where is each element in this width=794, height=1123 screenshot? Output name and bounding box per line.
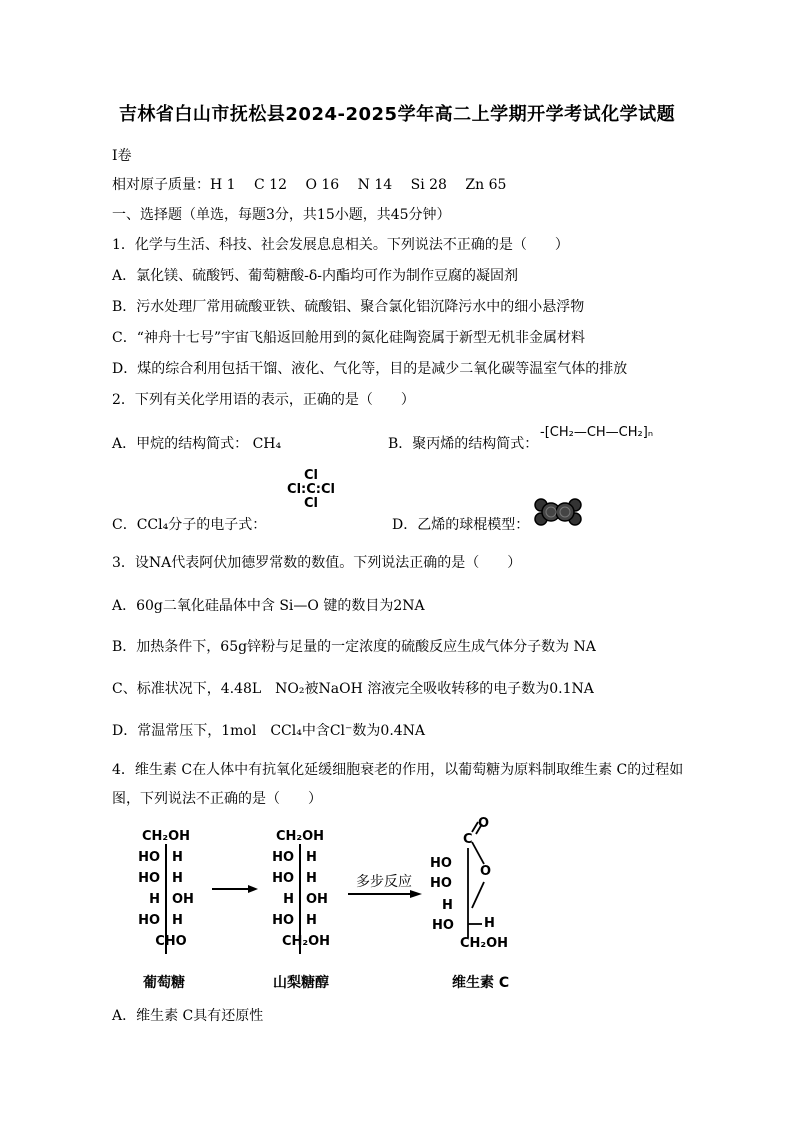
sorbitol-structure — [256, 826, 344, 952]
carbon-ball — [556, 503, 574, 521]
page-title: 吉林省白山市抚松县2024-2025学年高二上学期开学考试化学试题 — [118, 104, 676, 125]
vitc-row-4-left: HO — [432, 918, 454, 933]
q3-option-b: B．加热条件下，65g锌粉与足量的一定浓度的硫酸反应生成气体分子数为 NA — [112, 639, 596, 655]
q2-stem: 2．下列有关化学用语的表示，正确的是（ ） — [112, 392, 415, 408]
q2-option-d-label: D．乙烯的球棍模型： — [392, 517, 530, 533]
sorbitol-bottom-group: CH₂OH — [281, 934, 331, 949]
vitc-row-3-left: H — [442, 898, 453, 913]
ccl4-bottom-cl: Cl — [304, 496, 318, 511]
q1-option-a: A．氯化镁、硫酸钙、葡萄糖酸-δ-内酯均可作为制作豆腐的凝固剂 — [112, 268, 518, 284]
vitc-row-1-left: HO — [430, 856, 452, 871]
section-label: Ⅰ卷 — [112, 148, 132, 164]
ccl4-electron-formula — [276, 469, 346, 511]
q3-option-c: C、标准状况下，4.48L NO₂被NaOH 溶液完全吸收转移的电子数为0.1NA — [112, 681, 594, 697]
vitc-row-2-left: HO — [430, 876, 452, 891]
glucose-row-1: HO H — [138, 850, 183, 865]
q1-stem: 1．化学与生活、科技、社会发展息息相关。下列说法不正确的是（ ） — [112, 237, 569, 253]
ethylene-ball-stick-model — [532, 496, 584, 528]
vitc-row-4-right: H — [484, 916, 495, 931]
glucose-structure — [122, 826, 210, 952]
reaction-arrow-1 — [212, 884, 258, 894]
glucose-row-2: HO H — [138, 871, 183, 886]
glucose-bottom-group: CHO — [155, 934, 187, 949]
atomic-masses: 相对原子质量：H 1 C 12 O 16 N 14 Si 28 Zn 65 — [112, 177, 507, 193]
q2-option-a-formula: CH₄ — [252, 436, 282, 452]
q1-option-b: B．污水处理厂常用硫酸亚铁、硫酸铝、聚合氯化铝沉降污水中的细小悬浮物 — [112, 299, 585, 315]
q2-option-a — [112, 434, 281, 454]
glucose-top-group: CH₂OH — [141, 829, 191, 844]
glucose-label: 葡萄糖 — [143, 975, 185, 991]
q4-option-a: A．维生素 C具有还原性 — [112, 1008, 264, 1024]
sorbitol-label: 山梨糖醇 — [273, 975, 329, 991]
reaction-arrow-2 — [348, 889, 422, 899]
q1-option-d: D．煤的综合利用包括干馏、液化、气化等，目的是减少二氧化碳等温室气体的排放 — [112, 361, 628, 377]
q4-stem-line2: 图，下列说法不正确的是（ ） — [112, 791, 322, 807]
vitc-carbonyl-c: C — [463, 832, 473, 847]
q2-option-c — [112, 515, 266, 535]
q2-option-b-label: B．聚丙烯的结构简式： — [388, 436, 539, 452]
q2-option-c-suffix: 分子的电子式： — [168, 517, 267, 533]
part-heading: 一、选择题（单选，每题3分，共15小题，共45分钟） — [112, 207, 451, 223]
q2-option-a-label: A．甲烷的结构简式： — [112, 436, 249, 452]
q3-option-a: A．60g二氧化硅晶体中含 Si—O 键的数目为2NA — [112, 598, 425, 614]
vitc-ring-o: O — [480, 864, 492, 879]
sorbitol-row-3: H OH — [283, 892, 328, 907]
vitamin-c-structure — [420, 816, 530, 960]
sorbitol-row-4: HO H — [272, 913, 317, 928]
glucose-row-4: HO H — [138, 913, 183, 928]
q1-option-c: C．“神舟十七号”宇宙飞船返回舱用到的氮化硅陶瓷属于新型无机非金属材料 — [112, 330, 586, 346]
q4-stem-line1: 4．维生素 C在人体中有抗氧化延缓细胞衰老的作用，以葡萄糖为原料制取维生素 C的过程如 — [112, 762, 684, 778]
sorbitol-top-group: CH₂OH — [275, 829, 325, 844]
q3-stem: 3．设NA代表阿伏加德罗常数的数值。下列说法正确的是（ ） — [112, 555, 522, 571]
ccl4-top-cl: Cl — [304, 468, 318, 483]
polypropylene-structure: -[CH₂—CH—CH₂]ₙ — [540, 425, 653, 440]
sorbitol-row-1: HO H — [272, 850, 317, 865]
glucose-row-3: H OH — [149, 892, 194, 907]
vitc-carbonyl-o: O — [478, 816, 490, 831]
sorbitol-row-2: HO H — [272, 871, 317, 886]
ccl4-middle-row: Cl:C:Cl — [287, 482, 335, 497]
q3-option-d: D．常温常压下，1mol CCl₄中含Cl⁻数为0.4NA — [112, 723, 426, 739]
q2-option-c-label: C． — [112, 517, 137, 533]
q2-option-c-formula: CCl₄ — [136, 517, 169, 533]
vitamin-c-label: 维生素 C — [452, 975, 510, 991]
arrow-label: 多步反应 — [356, 874, 412, 890]
vitc-bottom-group: CH₂OH — [460, 936, 509, 951]
